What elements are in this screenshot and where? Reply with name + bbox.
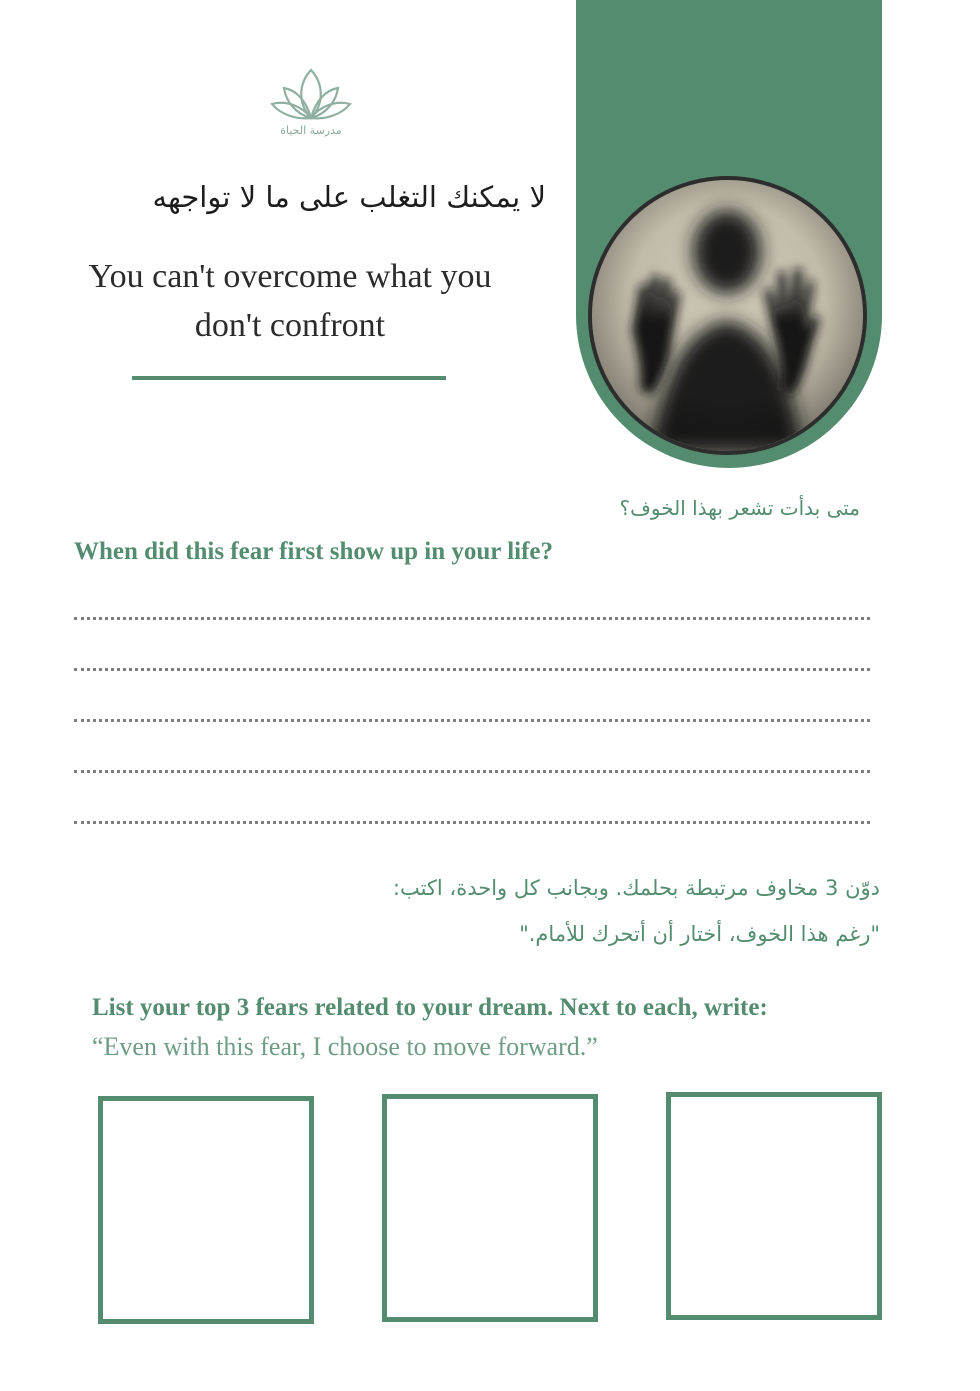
- answer-line-5[interactable]: [74, 821, 870, 824]
- page-title-line-2: don't confront: [194, 307, 386, 344]
- question-2-quote: “Even with this fear, I choose to move forward.”: [92, 1032, 598, 1061]
- answer-line-1[interactable]: [74, 617, 870, 620]
- fear-box-2[interactable]: [382, 1094, 598, 1322]
- answer-line-4[interactable]: [74, 770, 870, 773]
- logo-text: مدرسة الحياة: [280, 124, 342, 137]
- page-title-english: [40, 252, 540, 350]
- question-1-english: When did this fear first show up in your life?: [74, 538, 554, 565]
- silhouette-icon: [592, 180, 863, 451]
- question-2-english: List your top 3 fears related to your dream. Next to each, write:: [92, 994, 768, 1021]
- answer-line-2[interactable]: [74, 668, 870, 671]
- fear-box-3[interactable]: [666, 1092, 882, 1320]
- answer-line-3[interactable]: [74, 719, 870, 722]
- question-2-arabic-line-2: "رغم هذا الخوف، أختار أن أتحرك للأمام.": [519, 922, 880, 946]
- question-2-arabic-line-1: دوّن 3 مخاوف مرتبطة بحلمك. وبجانب كل واحدة، اكتب:: [392, 876, 880, 900]
- fear-silhouette-image: [588, 176, 867, 455]
- question-1-arabic: متى بدأت تشعر بهذا الخوف؟: [619, 496, 860, 520]
- title-divider: [132, 376, 446, 380]
- page-title-arabic: لا يمكنك التغلب على ما لا تواجهه: [152, 180, 546, 214]
- page-title-line-1: You can't overcome what you: [88, 258, 492, 295]
- fear-box-1[interactable]: [98, 1096, 314, 1324]
